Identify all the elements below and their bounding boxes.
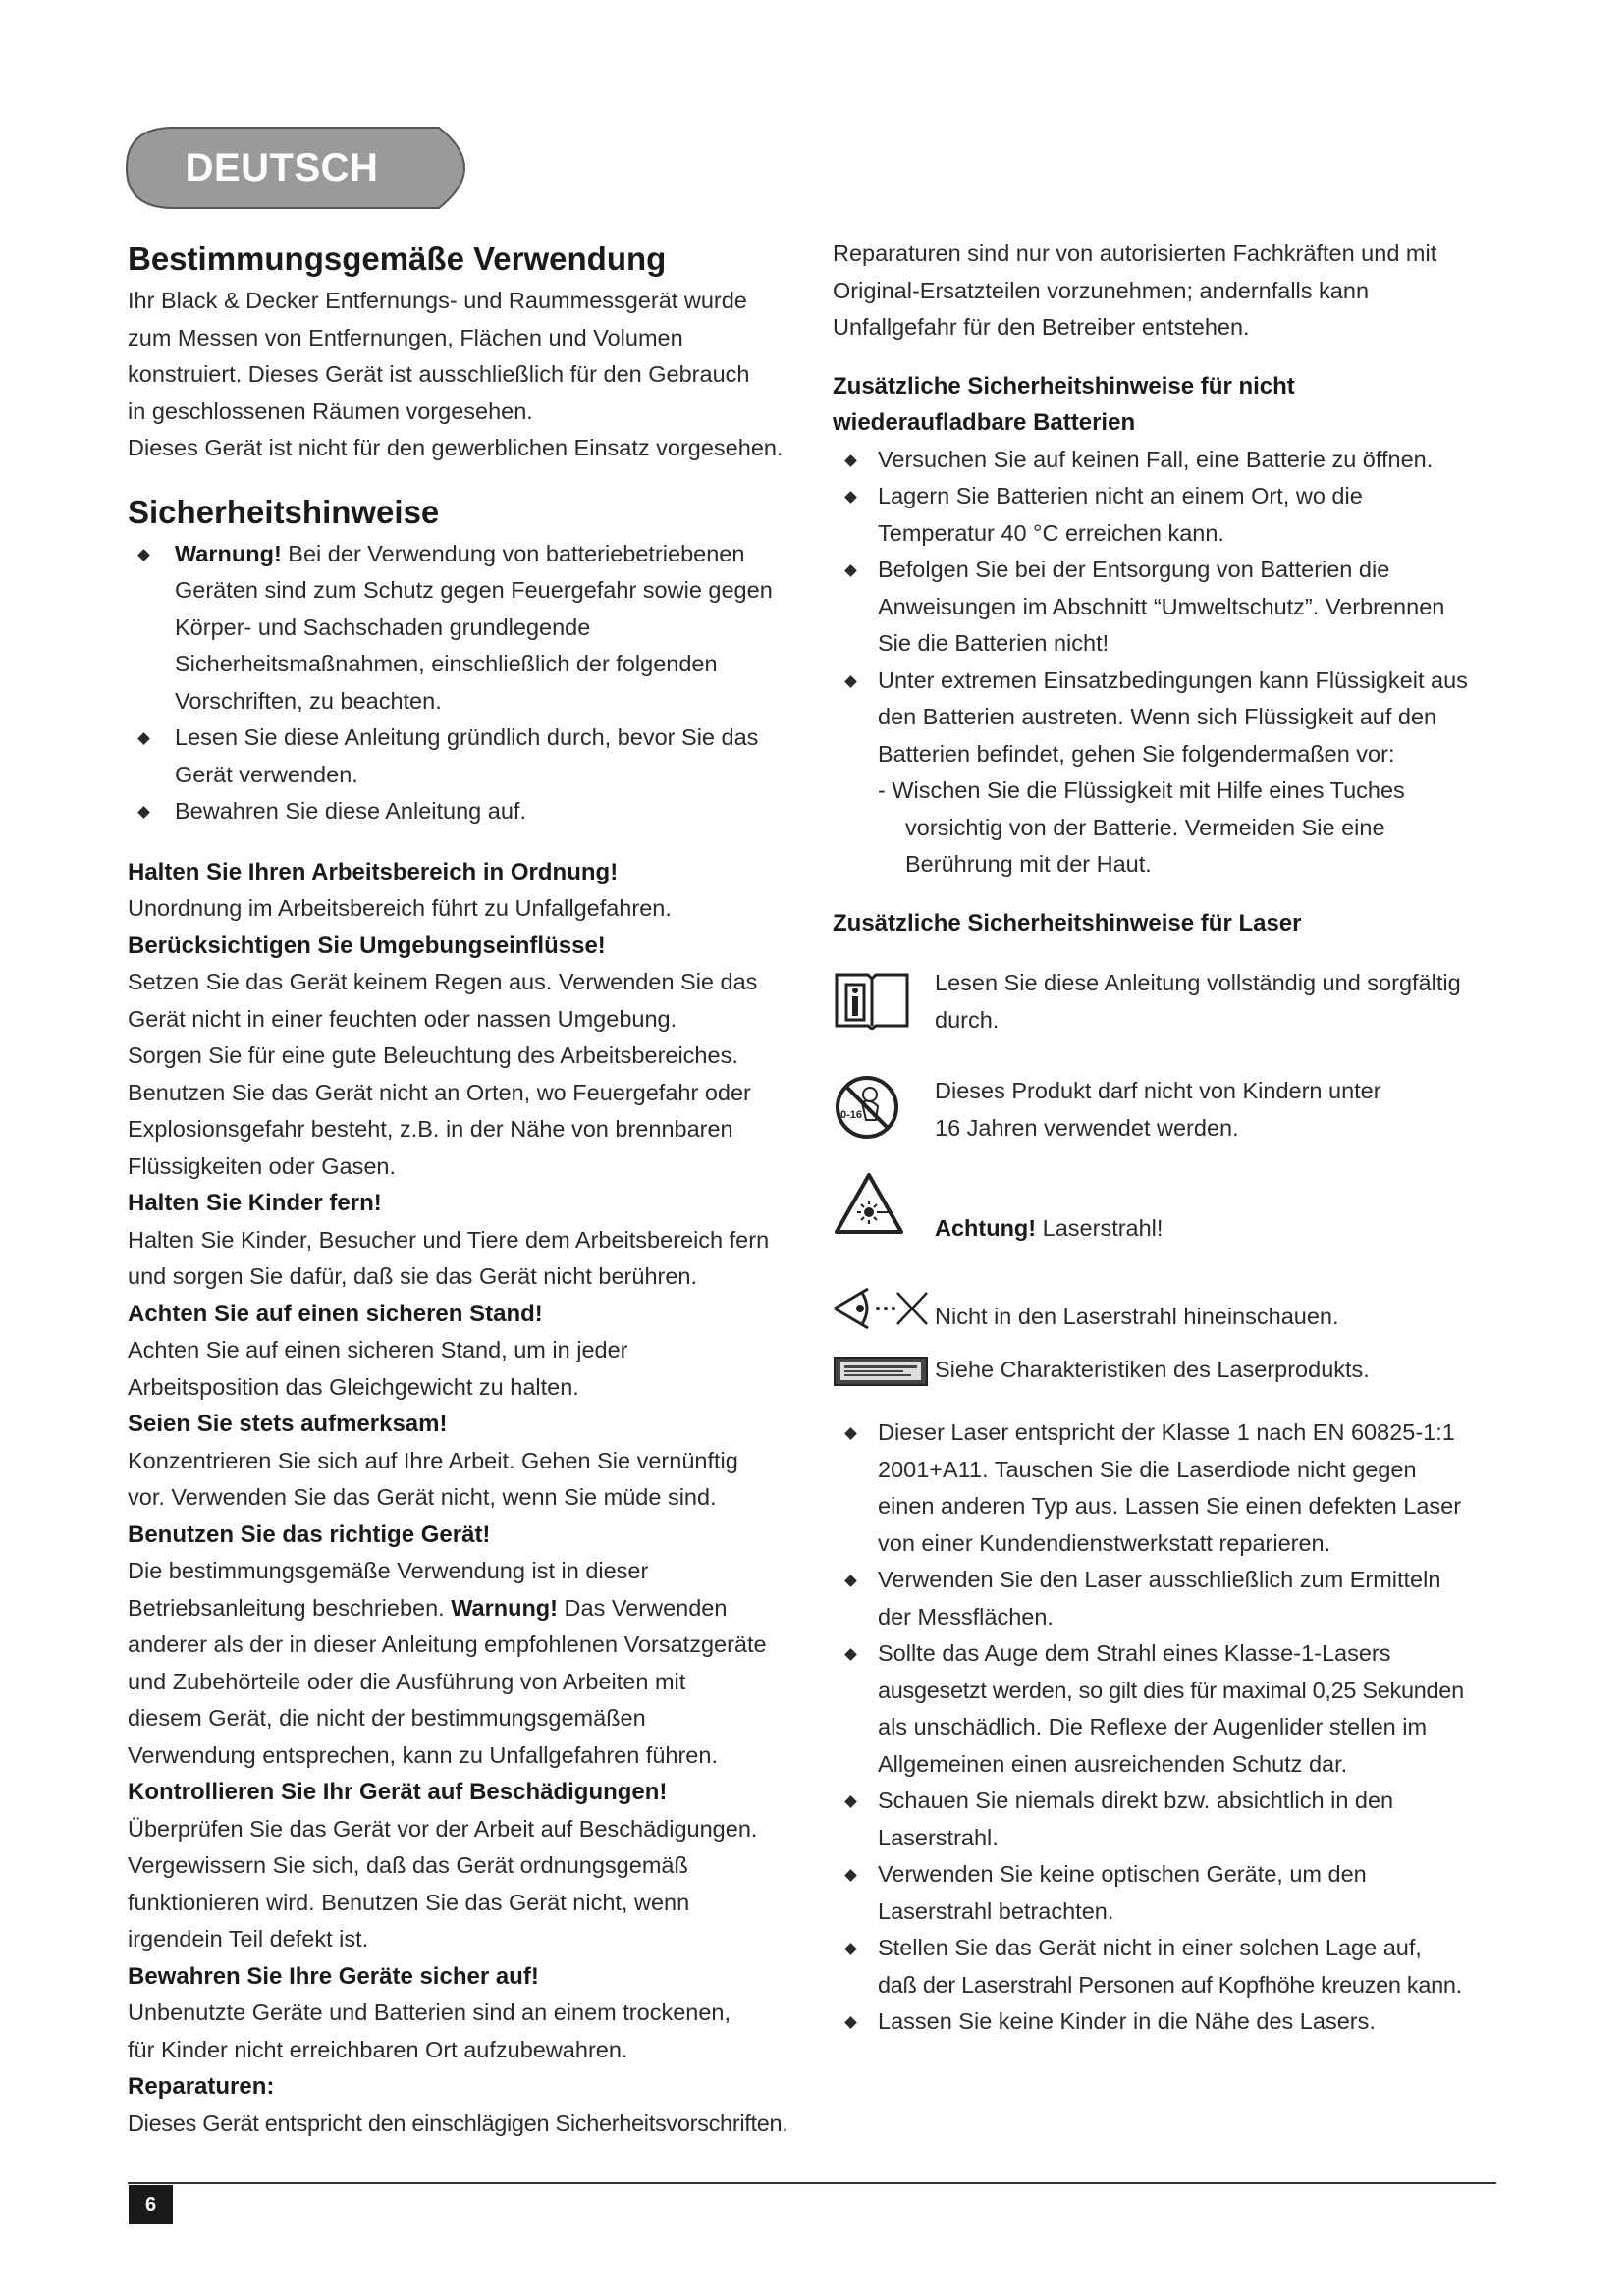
text-line: Befolgen Sie bei der Entsorgung von Batterien die [878,557,1390,582]
heading-children: Halten Sie Kinder fern! [128,1190,382,1216]
section-title-intended-use: Bestimmungsgemäße Verwendung [128,240,667,277]
bullet-icon [844,2016,857,2029]
text-line: - Wischen Sie die Flüssigkeit mit Hilfe eines Tuches [878,777,1405,803]
text-line: Explosionsgefahr besteht, z.B. in der Nähe von brennbaren [128,1116,733,1142]
product-label-icon [833,1356,929,1387]
icon-row-manual [833,965,1510,1049]
text-line: Bei der Verwendung von batteriebetriebenen [281,540,745,566]
list-item [833,1635,1510,1783]
bullet-icon [844,675,857,688]
icon-row-age [833,1073,1510,1148]
bullet-icon [844,1795,857,1808]
text-line: konstruiert. Dieses Gerät ist ausschließlich für den Gebrauch [128,361,750,387]
text-line: Unfallgefahr für den Betreiber entstehen. [833,314,1250,340]
text-line: Sorgen Sie für eine gute Beleuchtung des Arbeitsbereiches. [128,1042,738,1068]
age-label: 0-16 [840,1109,863,1121]
text-line: Versuchen Sie auf keinen Fall, eine Batterie zu öffnen. [878,446,1434,472]
list-item [128,536,795,721]
laser-list [833,1415,1510,2041]
text-line: Anweisungen im Abschnitt “Umweltschutz”. Verbrennen [878,593,1445,619]
list-item [833,1856,1510,1930]
heading-attention: Seien Sie stets aufmerksam! [128,1411,448,1437]
text-line: Achten Sie auf einen sicheren Stand, um in jeder [128,1337,628,1362]
text-line: Dieses Gerät ist nicht für den gewerblichen Einsatz vorgesehen. [128,435,784,460]
list-item [833,1930,1510,2003]
text-line: in geschlossenen Räumen vorgesehen. [128,398,533,424]
right-column [833,236,1510,2041]
text-line: Temperatur 40 °C erreichen kann. [878,519,1224,546]
text-line: durch. [935,1006,1000,1033]
list-item [833,663,1510,774]
text-line: Lagern Sie Batterien nicht an einem Ort, wo die [878,483,1363,508]
bullet-icon [844,491,857,504]
text-line: als unschädlich. Die Reflexe der Augenlider stellen im [878,1714,1428,1739]
text-line: Arbeitsposition das Gleichgewicht zu halten. [128,1373,579,1400]
dash-item [833,773,1510,883]
text-line: 16 Jahren verwendet werden. [935,1114,1239,1141]
text-line: funktionieren wird. Benutzen Sie das Gerät nicht, wenn [128,1889,690,1915]
text-line: Gerät verwenden. [175,761,358,787]
text-line: Setzen Sie das Gerät keinem Regen aus. Verwenden Sie das [128,969,758,994]
warning-label: Warnung! [451,1594,558,1621]
text-line: irgendein Teil defekt ist. [128,1926,369,1951]
list-item [833,478,1510,552]
text-line: Sie die Batterien nicht! [878,630,1110,656]
text-line: vorsichtig von der Batterie. Vermeiden Sie eine [905,814,1385,840]
text-line: Gerät nicht in einer feuchten oder nassen Umgebung. [128,1005,677,1032]
text-line: anderer als der in dieser Anleitung empfohlenen Vorsatzgeräte [128,1631,767,1657]
text-line: Sicherheitsmaßnahmen, einschließlich der folgenden [175,651,718,676]
text-line: Körper- und Sachschaden grundlegende [175,614,591,640]
bullet-icon [844,564,857,577]
text-line: Dieses Produkt darf nicht von Kindern unter [935,1078,1381,1103]
no-eye-exposure-icon [833,1279,931,1330]
bullet-icon [137,732,150,745]
list-item [833,1562,1510,1635]
text-line: Betriebsanleitung beschrieben. Warnung! Das Verwenden [128,1594,728,1621]
language-label: DEUTSCH [185,146,379,189]
text-line: für Kinder nicht erreichbaren Ort aufzubewahren. [128,2036,628,2062]
text-line: Dieses Gerät entspricht den einschlägigen Sicherheitsvorschriften. [128,2109,788,2136]
heading-damage: Kontrollieren Sie Ihr Gerät auf Beschädigungen! [128,1779,668,1805]
icon-row-laser-warning [833,1171,1510,1259]
text-line: vor. Verwenden Sie das Gerät nicht, wenn Sie müde sind. [128,1484,717,1510]
text-line: Vergewissern Sie sich, daß das Gerät ordnungsgemäß [128,1852,688,1878]
text-line: Allgemeinen einen ausreichenden Schutz dar. [878,1750,1348,1777]
heading-storage: Bewahren Sie Ihre Geräte sicher auf! [128,1962,539,1990]
bullet-icon [137,549,150,561]
bullet-icon [844,1427,857,1440]
text-line: Verwenden Sie keine optischen Geräte, um den [878,1861,1367,1887]
attention-label: Achtung! [935,1215,1037,1241]
text-line: und Zubehörteile oder die Ausführung von Arbeiten mit [128,1668,686,1694]
heading-stand: Achten Sie auf einen sicheren Stand! [128,1300,543,1327]
text-line: Lesen Sie diese Anleitung vollständig und sorgfältig [935,970,1461,995]
laser-warning-icon [833,1171,905,1236]
text-line: der Messflächen. [878,1603,1054,1629]
footer-divider [128,2182,1496,2184]
heading-batteries: Zusätzliche Sicherheitshinweise für nicht [833,372,1295,400]
list-item [833,1783,1510,1856]
list-item [128,720,795,793]
text-line: Vorschriften, zu beachten. [175,687,442,714]
text-line: Laserstrahl. [878,1824,999,1850]
text-line: Flüssigkeiten oder Gasen. [128,1152,397,1179]
heading-batteries-cont: wiederaufladbare Batterien [833,409,1136,436]
bullet-icon [844,1575,857,1587]
text-line: Benutzen Sie das Gerät nicht an Orten, wo Feuergefahr oder [128,1079,751,1105]
heading-environment: Berücksichtigen Sie Umgebungseinflüsse! [128,932,606,959]
text-line: Lesen Sie diese Anleitung gründlich durch, bevor Sie das [175,724,759,750]
list-item [128,793,795,830]
text-line: Ihr Black & Decker Entfernungs- und Raummessgerät wurde [128,288,747,313]
text-line: und sorgen Sie dafür, daß sie das Gerät nicht berühren. [128,1263,698,1289]
text-line: Unordnung im Arbeitsbereich führt zu Unfallgefahren. [128,895,672,921]
text-line: Verwenden Sie den Laser ausschließlich zum Ermitteln [878,1567,1441,1592]
text-line: Sollte das Auge dem Strahl eines Klasse-1-Lasers [878,1640,1391,1666]
list-item [833,442,1510,479]
heading-laser: Zusätzliche Sicherheitshinweise für Laser [833,909,1302,936]
text-line: Schauen Sie niemals direkt bzw. absichtlich in den [878,1788,1394,1813]
text-line: von einer Kundendienstwerkstatt reparieren. [878,1529,1331,1556]
heading-right-device: Benutzen Sie das richtige Gerät! [128,1521,491,1548]
list-item [833,2003,1510,2041]
left-column [128,236,795,2142]
text-line: Siehe Charakteristiken des Laserprodukts. [935,1357,1370,1382]
text-line: Lassen Sie keine Kinder in die Nähe des Lasers. [878,2008,1376,2034]
text-line: daß der Laserstrahl Personen auf Kopfhöhe kreuzen kann. [878,1971,1462,1998]
text-line: Original-Ersatzteilen vorzunehmen; andernfalls kann [833,277,1370,303]
list-item [833,552,1510,663]
text-line: ausgesetzt werden, so gilt dies für maximal 0,25 Sekunden [878,1677,1464,1703]
bullet-icon [844,454,857,467]
bullet-icon [844,1869,857,1882]
text-line: Unbenutzte Geräte und Batterien sind an einem trockenen, [128,2000,731,2025]
text-line: diesem Gerät, die nicht der bestimmungsgemäßen [128,1705,646,1731]
text-line: einen anderen Typ aus. Lassen Sie einen defekten Laser [878,1493,1462,1519]
bullet-icon [844,1648,857,1661]
bullet-icon [137,806,150,819]
read-manual-icon [833,967,911,1030]
intended-use-text [128,283,795,467]
text-line: Die bestimmungsgemäße Verwendung ist in dieser [128,1558,649,1583]
no-children-icon [833,1073,901,1142]
icon-row-product-label [833,1352,1510,1395]
text-line: Dieser Laser entspricht der Klasse 1 nach EN 60825-1:1 [878,1419,1455,1445]
warning-label: Warnung! [175,540,282,566]
heading-repairs: Reparaturen: [128,2073,275,2100]
text-line: Bewahren Sie diese Anleitung auf. [175,798,526,824]
text-line: Stellen Sie das Gerät nicht in einer solchen Lage auf, [878,1935,1422,1960]
text-line: den Batterien austreten. Wenn sich Flüssigkeit auf den [878,704,1437,729]
text-line: Laserstrahl! [1036,1215,1164,1241]
text-line: Halten Sie Kinder, Besucher und Tiere dem Arbeitsbereich fern [128,1226,770,1253]
section-title-safety: Sicherheitshinweise [128,493,440,530]
bullet-icon [844,1943,857,1955]
heading-work-area: Halten Sie Ihren Arbeitsbereich in Ordnung! [128,858,619,885]
icon-row-eye [833,1279,1510,1338]
list-item [833,1415,1510,1562]
text-line: 2001+A11. Tauschen Sie die Laserdiode nicht gegen [878,1456,1417,1482]
text-line: Geräten sind zum Schutz gegen Feuergefahr sowie gegen [175,577,773,603]
text-line: Überprüfen Sie das Gerät vor der Arbeit auf Beschädigungen. [128,1815,758,1842]
text-line: Verwendung entsprechen, kann zu Unfallgefahren führen. [128,1741,718,1768]
text-line: Konzentrieren Sie sich auf Ihre Arbeit. Gehen Sie vernünftig [128,1447,738,1473]
text-line: Nicht in den Laserstrahl hineinschauen. [935,1304,1339,1329]
text-line: Unter extremen Einsatzbedingungen kann Flüssigkeit aus [878,667,1468,693]
page-number: 6 [129,2185,173,2224]
language-tab [125,126,492,210]
text-line: Reparaturen sind nur von autorisierten Fachkräften und mit [833,240,1437,266]
text-line: Laserstrahl betrachten. [878,1897,1114,1924]
text-line: Berührung mit der Haut. [905,851,1152,877]
text-line: Batterien befindet, gehen Sie folgendermaßen vor: [878,740,1395,767]
text-line: zum Messen von Entfernungen, Flächen und Volumen [128,324,683,350]
